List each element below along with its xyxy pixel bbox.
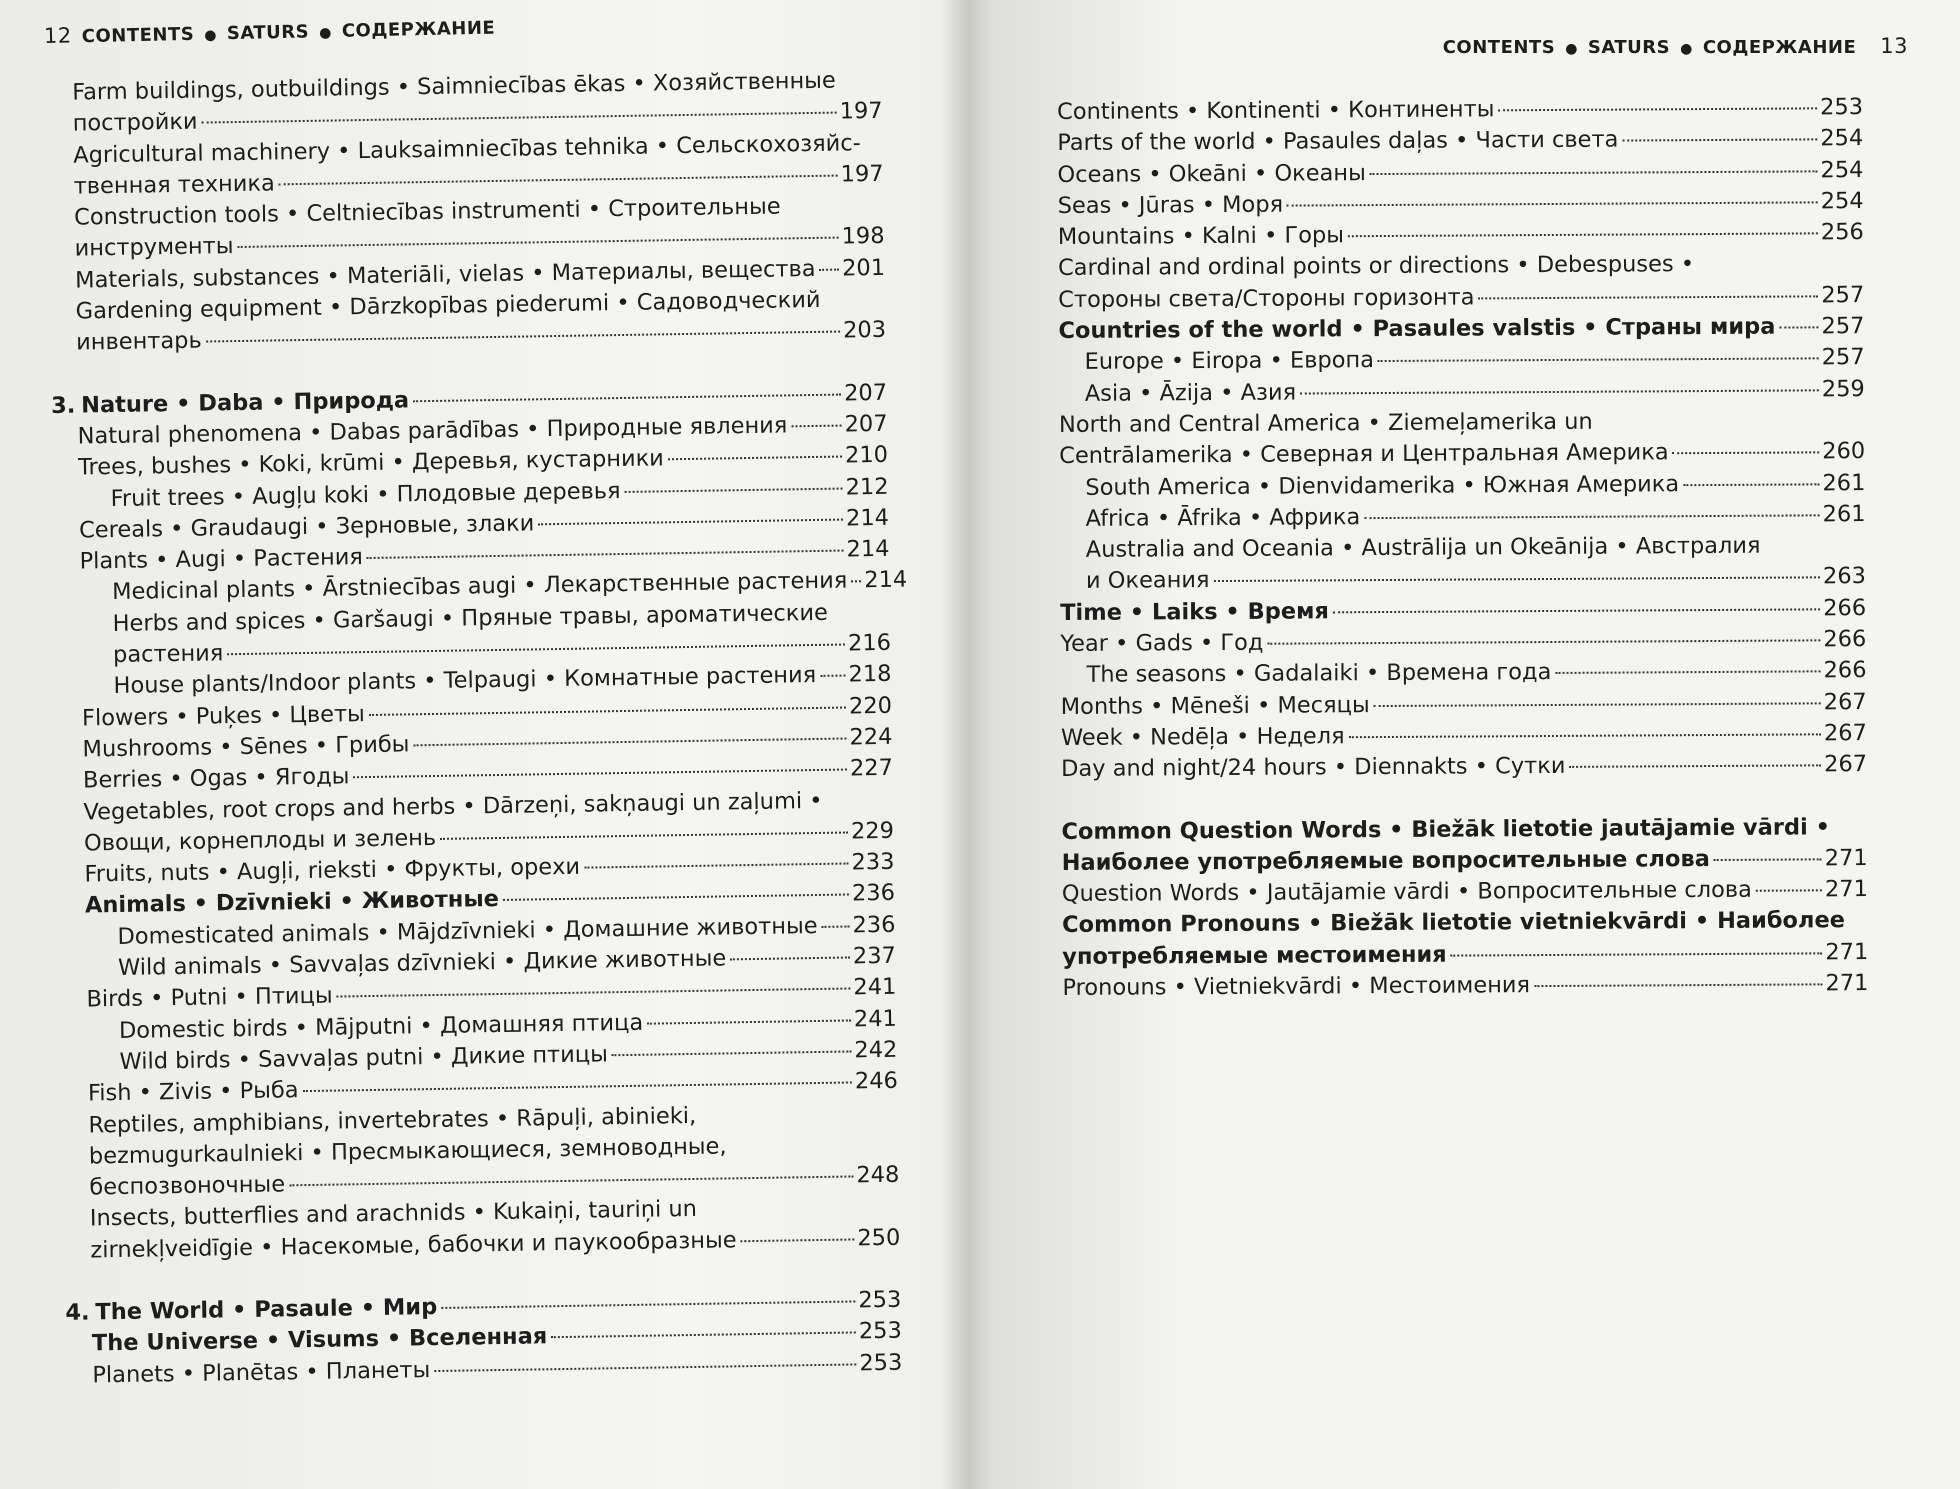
toc-page-number: 236 [852,911,896,939]
toc-entry-title: bezmugurkaulnieki • Пресмыкающиеся, земноводные, [88,1133,727,1170]
toc-entry-title: zirnekļveidīgie • Насекомые, бабочки и паукообразные [90,1226,737,1264]
toc-entry-title: The World • Pasaule • Мир [95,1293,438,1326]
toc-entry[interactable] [1058,311,1864,347]
toc-entry-title: Wild animals • Savvaļas dzīvnieki • Дикие животные [117,945,727,981]
toc-entry-line [1061,812,1867,848]
section-number: 4. [65,1299,90,1326]
toc-entry[interactable] [1059,499,1865,535]
toc-entry-title: Стороны света/Стороны горизонта [1058,284,1475,313]
toc-entry[interactable] [1061,812,1867,880]
toc-entry-title: Europe • Eiropa • Европа [1084,347,1375,376]
header-word-latvian: SATURS [1587,37,1671,58]
toc-page-number: 266 [1823,594,1867,622]
toc-entry-title: Centrālamerika • Северная и Центральная Америка [1059,439,1669,470]
dot-leader [1370,170,1818,175]
toc-entry[interactable] [1059,342,1865,378]
dot-leader [1348,233,1818,238]
toc-entry-title: Gardening equipment • Dārzkopības piederumi • Садоводческий [75,286,821,325]
toc-entry-title: Cardinal and ordinal points or directions • Debespuses • [1057,251,1695,282]
dot-leader [851,581,861,583]
header-word-english: CONTENTS [1442,37,1556,58]
toc-entry-title: растения [112,640,224,669]
toc-entry[interactable] [1061,718,1867,754]
toc-entry-line [1060,624,1866,660]
toc-entry-title: Oceans • Okeāni • Океаны [1057,159,1366,188]
toc-entry-title: Week • Nedēļa • Неделя [1060,723,1345,751]
dot-leader [1534,983,1822,987]
toc-page-number: 260 [1822,438,1866,465]
toc-page-number: 218 [848,661,892,688]
toc-entry-title: Medicinal plants • Ārstniecības augi • Лекарственные растения [111,567,848,606]
toc-entry-title: Наиболее употребляемые вопросительные слова [1061,845,1710,876]
dot-leader [1683,483,1819,486]
toc-page-number: 197 [839,98,883,125]
dot-leader [1479,295,1819,299]
toc-page-number: 254 [1820,125,1864,152]
running-header [1443,34,1908,58]
toc-entry-line [1058,217,1864,253]
toc-page-number: 266 [1823,626,1867,653]
toc-entry-title: Day and night/24 hours • Diennakts • Сутки [1061,753,1566,783]
toc-entry[interactable] [1057,155,1863,191]
dot-leader [413,737,846,746]
toc-entry[interactable] [1061,749,1867,785]
toc-page-number: 266 [1823,657,1867,684]
toc-entry[interactable] [1059,374,1865,410]
toc-entry-title: Australia and Oceania • Austrālija un Okeānija • Австралия [1085,532,1761,563]
toc-entry[interactable] [49,284,886,360]
dot-leader [227,644,845,656]
dot-leader [1673,452,1820,455]
toc-entry-title: Countries of the world • Pasaules valstis • Страны мира [1058,313,1776,345]
toc-page-number: 197 [840,160,884,188]
toc-entry-title: употребляемые местоимения [1062,941,1447,970]
toc-page-number: 214 [846,535,890,563]
toc-entry-line [1061,718,1867,754]
toc-entry-title: House plants/Indoor plants • Telpaugi • Комнатные растения [113,662,817,700]
toc-entry-title: Fish • Zivis • Рыба [87,1077,299,1107]
toc-entry-title: Cereals • Graudaugi • Зерновые, злаки [78,510,535,544]
dot-leader [1569,765,1821,769]
dot-leader [206,331,840,343]
toc-entry[interactable] [1058,186,1864,222]
toc-entry-title: Year • Gads • Год [1060,629,1264,658]
bullet-icon: ● [318,24,333,42]
toc-page-number: 207 [843,379,888,407]
toc-entry[interactable] [64,1191,901,1267]
toc-entry-title: North and Central America • Ziemeļamerika un [1058,408,1593,438]
toc-page-number: 241 [853,1005,898,1033]
dot-leader [1498,107,1817,111]
dot-leader [1378,358,1819,363]
toc-page-number: 242 [854,1036,898,1064]
dot-leader [441,1300,855,1309]
toc-entry-title: Months • Mēneši • Месяцы [1060,691,1370,720]
toc-page-number: 271 [1825,938,1869,966]
toc-entry-title: Plants • Augi • Растения [79,544,364,575]
toc-page-number: 267 [1823,688,1867,715]
dot-leader [1555,671,1820,675]
toc-entry-line [1057,123,1863,159]
toc-page-number: 267 [1823,720,1867,747]
toc-entry-title: Common Pronouns • Biežāk lietotie vietniekvārdi • Наиболее [1061,907,1846,939]
toc-entry-title: Nature • Daba • Природа [80,387,410,419]
toc-page-number: 271 [1824,844,1868,872]
toc-entry-title: Materials, substances • Materiāli, vielas • Материалы, вещества [74,255,816,294]
toc-entry-line [1058,249,1864,285]
toc-entry-line [1058,311,1864,347]
toc-entry[interactable] [1060,593,1866,629]
dot-leader [820,268,840,270]
toc-entry-title: Domestic birds • Mājputni • Домашняя птица [118,1009,644,1044]
toc-entry-title: Reptiles, amphibians, invertebrates • Rāpuļi, abinieki, [88,1102,697,1138]
toc-page-number: 259 [1821,375,1865,403]
dot-leader [1214,577,1820,583]
dot-leader [440,831,848,839]
toc-entry-title: The Universe • Visums • Вселенная [91,1323,548,1357]
dot-leader [367,550,844,559]
toc-entry-line [1062,968,1868,1004]
toc-page-number: 253 [1820,94,1864,121]
dot-leader [1622,139,1817,142]
dot-leader [822,925,850,927]
toc-page-number: 210 [844,442,889,469]
toc-entry[interactable] [1061,687,1867,723]
toc-page-number: 263 [1822,563,1867,590]
dot-leader [1451,952,1823,956]
toc-page-number: 257 [1821,313,1865,340]
dot-leader [202,112,837,124]
toc-entry-line [1061,749,1867,785]
dot-leader [503,894,849,901]
toc-entry-title: Natural phenomena • Dabas parādības • Природные явления [77,412,788,450]
toc-entry-title: Planets • Planētas • Планеты [92,1356,431,1389]
right-page [985,0,1960,1489]
dot-leader [1714,858,1822,861]
dot-leader [538,518,843,525]
dot-leader [584,863,848,869]
toc-entry-line [1086,530,1866,566]
toc-entry[interactable] [1059,405,1865,473]
toc-entry-line [1057,92,1863,128]
toc-page-number: 256 [1820,219,1864,246]
toc-entry-line [1085,499,1865,535]
toc-entry-line [1086,655,1866,691]
toc-entry-title: Insects, butterflies and arachnids • Kukaiņi, tauriņi un [89,1196,698,1232]
dot-leader [668,456,842,461]
toc-entry[interactable] [62,1097,899,1204]
toc-page-number: 198 [841,223,885,251]
toc-page-number: 212 [845,473,889,501]
toc-entry[interactable] [1060,530,1866,598]
header-word-russian: СОДЕРЖАНИЕ [1702,37,1857,58]
toc-page-number: 261 [1822,469,1866,496]
toc-page-number: 229 [850,817,895,845]
toc-entry[interactable] [1057,123,1863,159]
dot-leader [1267,639,1820,644]
toc-entry-title: Fruit trees • Augļu koki • Плодовые деревья [110,477,621,512]
toc-entry[interactable] [1060,655,1866,691]
toc-page-number: 224 [849,723,893,751]
toc-page-number: 216 [847,629,892,657]
toc-entry-title: Time • Laiks • Время [1060,598,1330,626]
table-of-contents [46,65,908,1392]
toc-entry-line [1059,405,1865,441]
toc-entry-line [1062,843,1868,879]
toc-page-number: 271 [1825,970,1869,997]
toc-entry-line [1059,436,1865,472]
left-page [0,0,967,1489]
toc-entry-title: Question Words • Jautājamie vārdi • Вопросительные слова [1061,876,1752,908]
toc-entry-title: Farm buildings, outbuildings • Saimniecības ēkas • Хозяйственные [72,67,836,106]
toc-page-number: 214 [845,504,890,532]
toc-page-number: 250 [857,1224,901,1252]
dot-leader [1333,608,1820,613]
dot-leader [237,237,838,248]
toc-page-number: 248 [856,1161,900,1189]
dot-leader [1374,702,1821,707]
toc-entry-title: The seasons • Gadalaiki • Времена года [1086,659,1552,689]
dot-leader [741,1238,855,1242]
toc-entry-title: Parts of the world • Pasaules daļas • Части света [1057,126,1619,157]
toc-entry-title: Asia • Āzija • Азия [1084,379,1297,407]
toc-entry-title: Continents • Kontinenti • Континенты [1057,96,1495,125]
toc-page-number: 246 [854,1067,899,1095]
dot-leader [612,1050,852,1056]
dot-leader [1779,326,1818,328]
toc-entry-line [1085,374,1865,410]
toc-entry-line [1085,342,1865,378]
toc-entry-line [1085,468,1865,504]
toc-entry[interactable] [1059,468,1865,504]
toc-entry[interactable] [1062,874,1868,910]
toc-entry-title: Pronouns • Vietniekvārdi • Местоимения [1062,972,1531,1001]
toc-entry-line [1062,937,1868,973]
toc-entry-title: твенная техника [73,170,275,200]
dot-leader [1300,389,1819,394]
page-number: 12 [43,23,72,48]
toc-entry-title: Herbs and spices • Garšaugi • Пряные травы, ароматические [112,599,829,637]
toc-entry-line [1062,874,1868,910]
table-of-contents [1057,92,1869,1004]
bullet-icon: ● [1680,41,1693,57]
toc-entry-title: Wild birds • Savvaļas putni • Дикие птицы [119,1041,609,1075]
toc-entry[interactable] [1058,217,1864,253]
toc-entry-title: Mushrooms • Sēnes • Грибы [82,731,410,763]
dot-leader [413,393,841,402]
toc-page-number: 257 [1821,281,1865,309]
toc-entry-title: Овощи, корнеплоды и зелень [83,824,437,857]
section-gap [1061,781,1867,817]
toc-entry-title: Birds • Putni • Птицы [86,982,333,1013]
toc-page-number: 271 [1824,876,1868,903]
running-header [44,15,496,48]
dot-leader [289,1176,853,1187]
toc-entry-title: инструменты [74,233,234,263]
toc-entry-line [1057,155,1863,191]
bullet-icon: ● [204,27,218,44]
toc-entry-title: беспозвоночные [89,1171,286,1201]
dot-leader [791,425,841,428]
toc-entry-title: Seas • Jūras • Моря [1057,191,1284,219]
dot-leader [625,487,843,492]
toc-page-number: 220 [848,692,893,720]
toc-entry-title: Mountains • Kalni • Горы [1057,222,1345,251]
toc-entry-title: Vegetables, root crops and herbs • Dārzeņi, sakņaugi un zaļumi • [83,787,823,826]
dot-leader [434,1363,856,1372]
toc-entry-title: и Океания [1085,567,1210,595]
toc-entry-title: Fruits, nuts • Augļi, rieksti • Фрукты, орехи [84,853,581,888]
toc-entry[interactable] [1057,92,1863,128]
header-word-english: CONTENTS [81,23,195,48]
bullet-icon: ● [1565,41,1578,57]
section-number: 3. [50,392,76,419]
toc-entry-line [1058,280,1864,316]
toc-entry-title: Animals • Dzīvnieki • Животные [84,886,500,919]
toc-entry-line [1061,687,1867,723]
toc-entry-title: Domesticated animals • Mājdzīvnieki • Домашние животные [117,912,818,950]
toc-entry-title: Berries • Ogas • Ягоды [82,763,350,794]
toc-page-number: 241 [853,974,897,1001]
dot-leader [820,675,845,677]
dot-leader [1756,889,1822,891]
toc-page-number: 254 [1820,156,1864,183]
toc-page-number: 233 [851,848,895,876]
toc-page-number: 203 [842,317,887,344]
dot-leader [1349,733,1821,738]
toc-entry-title: Agricultural machinery • Lauksaimniecības tehnika • Сельскохозяйс- [73,129,862,169]
toc-page-number: 261 [1822,500,1866,528]
toc-entry[interactable] [1062,968,1868,1004]
dot-leader [353,769,847,779]
dot-leader [647,1019,851,1024]
toc-entry-line [1086,562,1866,598]
toc-page-number: 253 [858,1317,902,1345]
toc-page-number: 201 [841,254,886,282]
toc-page-number: 207 [844,410,888,438]
toc-entry[interactable] [1058,249,1864,317]
toc-entry-title: South America • Dienvidamerika • Южная Америка [1085,470,1680,501]
toc-page-number: 214 [864,566,908,594]
toc-entry-title: Trees, bushes • Koki, krūmi • Деревья, кустарники [77,445,665,481]
toc-entry-line [1060,593,1866,629]
toc-page-number: 267 [1824,751,1868,778]
toc-entry-title: Common Question Words • Biežāk lietotie jautājamie vārdi • [1061,813,1831,845]
toc-entry-line [1058,186,1864,222]
toc-page-number: 257 [1821,344,1865,371]
toc-entry[interactable] [1060,624,1866,660]
page-number: 13 [1880,34,1908,58]
header-word-latvian: SATURS [226,21,310,45]
toc-page-number: 254 [1820,187,1864,215]
dot-leader [730,956,850,960]
toc-page-number: 236 [851,880,896,907]
toc-entry-line [1062,905,1868,941]
dot-leader [551,1332,856,1339]
dot-leader [303,1082,852,1093]
toc-entry-title: Africa • Āfrika • Африка [1085,504,1361,532]
dot-leader [1287,201,1818,206]
dot-leader [369,706,846,715]
toc-page-number: 253 [858,1286,902,1314]
toc-entry-title: постройки [72,108,198,137]
dot-leader [337,988,851,998]
toc-entry-title: инвентарь [75,327,202,356]
toc-entry[interactable] [1062,905,1868,973]
header-word-russian: СОДЕРЖАНИЕ [341,17,496,42]
toc-entry-title: Construction tools • Celtniecības instrumenti • Строительные [73,193,781,231]
toc-page-number: 237 [852,942,897,970]
toc-entry-title: Flowers • Puķes • Цветы [81,700,366,732]
toc-page-number: 253 [859,1349,903,1376]
toc-page-number: 227 [849,755,894,782]
dot-leader [1364,514,1819,519]
dot-leader [279,174,838,185]
